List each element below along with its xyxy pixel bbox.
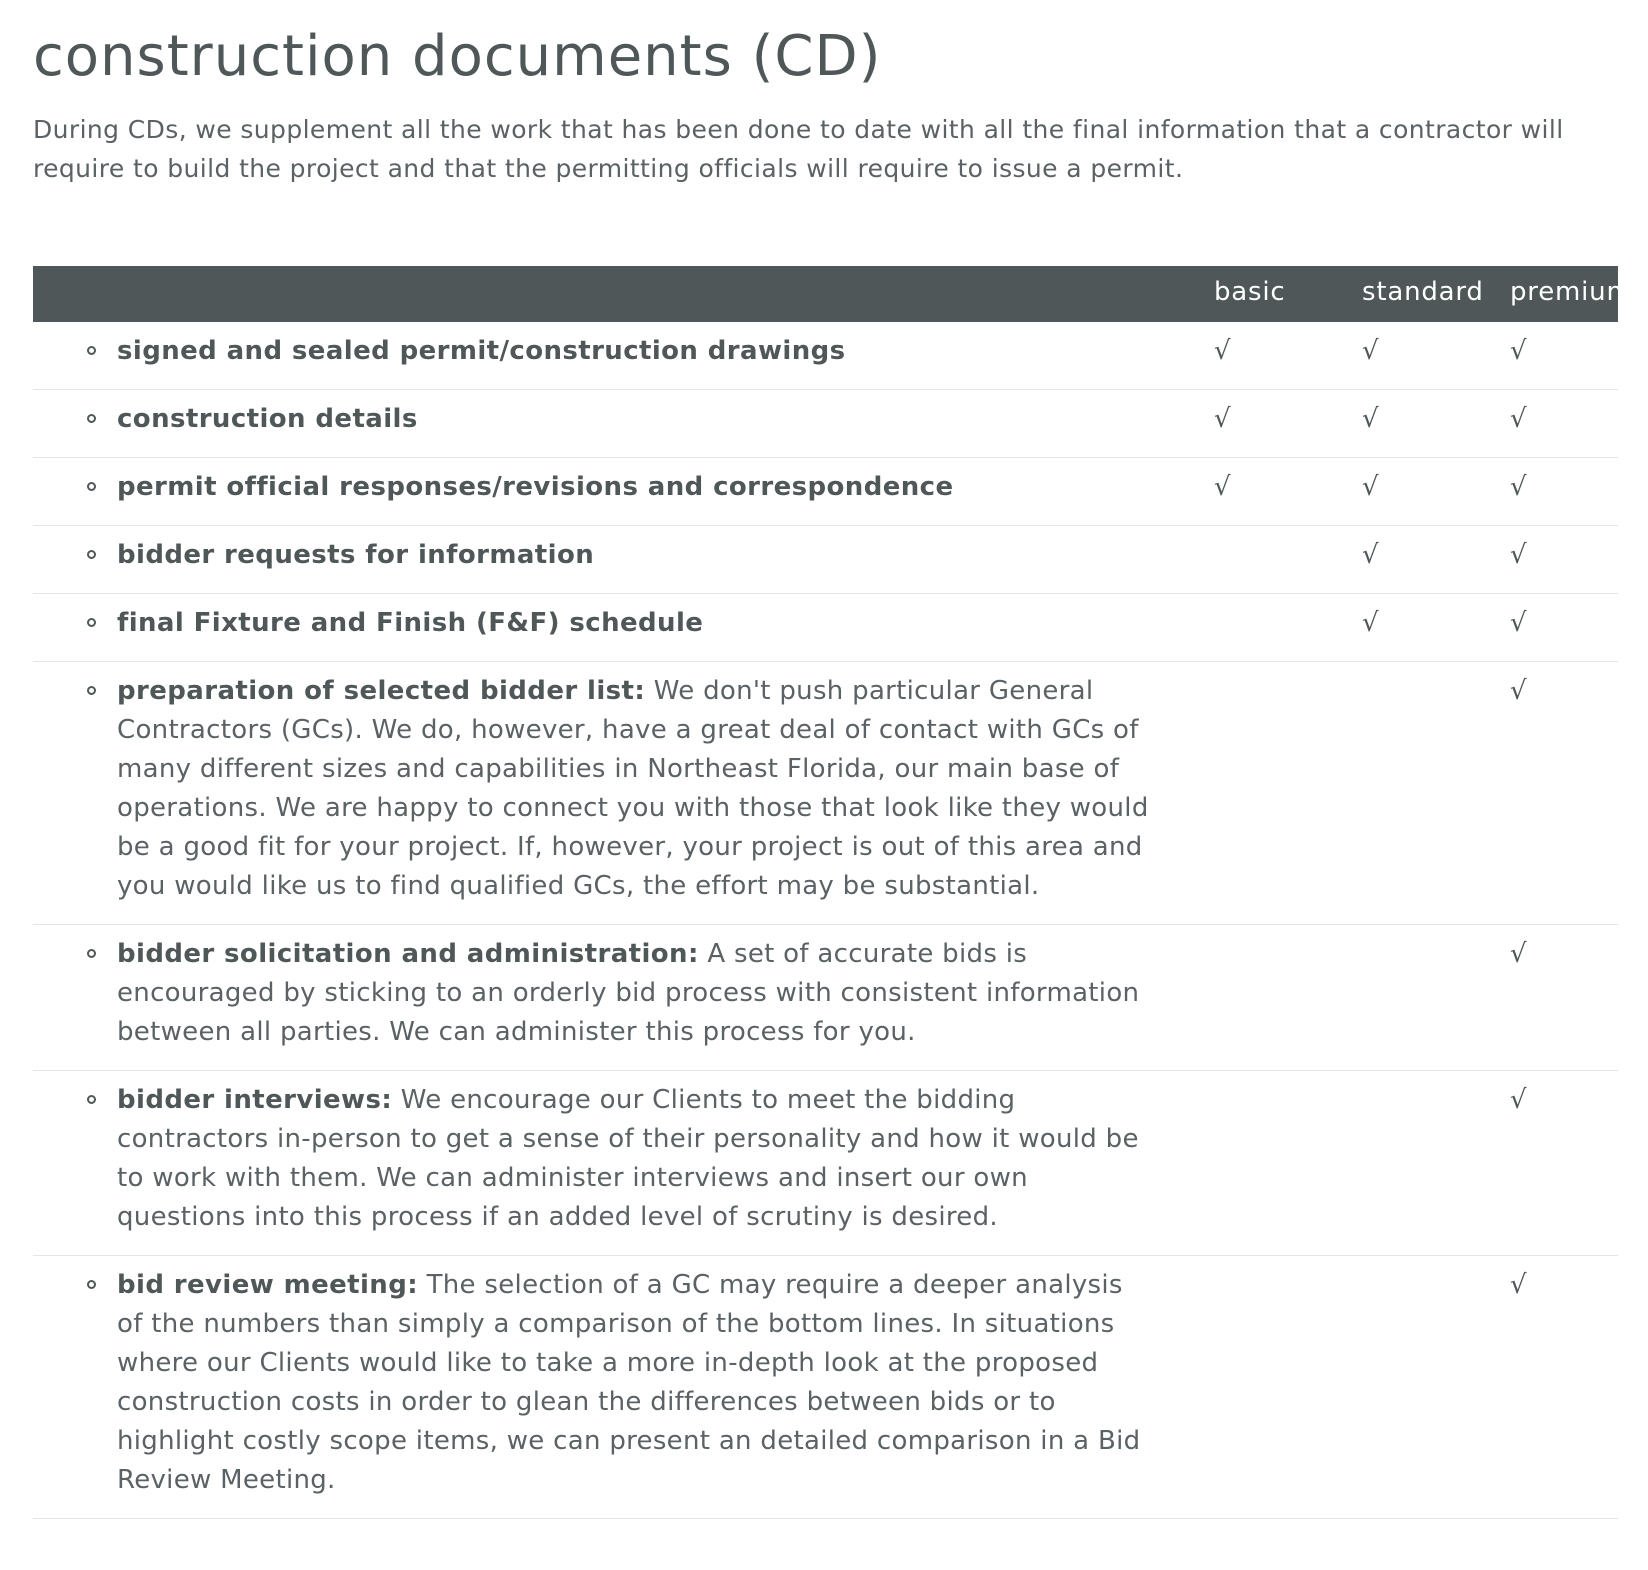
check-premium: √ — [1476, 1071, 1618, 1256]
table-body — [33, 322, 1618, 1519]
table-row — [33, 662, 1618, 925]
feature-name: signed and sealed permit/construction drawings — [117, 336, 846, 366]
check-standard: √ — [1328, 526, 1476, 594]
check-premium: √ — [1476, 458, 1618, 526]
table-header — [33, 266, 1633, 322]
check-standard: √ — [1328, 390, 1476, 458]
table-row — [33, 594, 1618, 662]
header-premium: premium — [1510, 277, 1633, 307]
feature-name: bid review meeting: — [117, 1270, 419, 1300]
table-row — [33, 1071, 1618, 1256]
feature-description: A set of accurate bids is encouraged by sticking to an orderly bid process with consistent information between all parties. We can administer this process for you. — [117, 939, 1140, 1047]
feature-description: We encourage our Clients to meet the bidding contractors in-person to get a sense of their personality and how it would be to work with them. We can administer interviews and insert our own questions into this process if an added level of scrutiny is desired. — [117, 1085, 1139, 1232]
check-basic — [1180, 1256, 1328, 1519]
page-title: construction documents (CD) — [33, 24, 882, 89]
check-standard: √ — [1328, 458, 1476, 526]
check-premium: √ — [1476, 1256, 1618, 1519]
header-basic: basic — [1214, 277, 1286, 307]
bullet-icon — [87, 482, 96, 491]
table-header-row — [33, 266, 1618, 322]
feature-name: bidder requests for information — [117, 540, 595, 570]
check-standard: √ — [1328, 594, 1476, 662]
check-premium: √ — [1476, 925, 1618, 1071]
check-basic — [1180, 526, 1328, 594]
header-standard: standard — [1362, 277, 1484, 307]
table-row — [33, 925, 1618, 1071]
intro-paragraph: During CDs, we supplement all the work that has been done to date with all the final information that a contractor will require to build the project and that the permitting officials will require to issue a permit. — [33, 115, 1564, 183]
check-premium: √ — [1476, 322, 1618, 390]
feature-name: bidder solicitation and administration: — [117, 939, 699, 969]
header-feature — [33, 266, 1180, 322]
bullet-icon — [87, 1280, 96, 1289]
bullet-icon — [87, 618, 96, 627]
check-standard — [1328, 662, 1476, 925]
feature-name: permit official responses/revisions and correspondence — [117, 472, 954, 502]
feature-cell — [33, 322, 1180, 390]
bullet-icon — [87, 1095, 96, 1104]
check-basic — [1180, 594, 1328, 662]
service-comparison-table — [33, 266, 1633, 1519]
check-basic — [1180, 662, 1328, 925]
table-row — [33, 322, 1618, 390]
feature-name: preparation of selected bidder list: — [117, 676, 646, 706]
check-basic: √ — [1180, 322, 1328, 390]
feature-cell — [33, 1256, 1180, 1519]
feature-cell — [33, 662, 1180, 925]
feature-description: The selection of a GC may require a deeper analysis of the numbers than simply a comparison of the bottom lines. In situations where our Clients would like to take a more in-depth look at the proposed construction costs in order to glean the differences between bids or to highlight costly scope items, we can present an detailed comparison in a Bid Review Meeting. — [117, 1270, 1141, 1495]
feature-cell — [33, 390, 1180, 458]
feature-name: final Fixture and Finish (F&F) schedule — [117, 608, 704, 638]
feature-cell — [33, 925, 1180, 1071]
bullet-icon — [87, 414, 96, 423]
bullet-icon — [87, 550, 96, 559]
check-basic: √ — [1180, 458, 1328, 526]
check-standard — [1328, 1256, 1476, 1519]
check-basic — [1180, 1071, 1328, 1256]
check-premium: √ — [1476, 594, 1618, 662]
bullet-icon — [87, 686, 96, 695]
table-row — [33, 526, 1618, 594]
check-basic: √ — [1180, 390, 1328, 458]
feature-cell — [33, 458, 1180, 526]
check-premium: √ — [1476, 390, 1618, 458]
check-standard — [1328, 1071, 1476, 1256]
check-premium: √ — [1476, 526, 1618, 594]
check-standard: √ — [1328, 322, 1476, 390]
check-standard — [1328, 925, 1476, 1071]
feature-name: bidder interviews: — [117, 1085, 393, 1115]
bullet-icon — [87, 346, 96, 355]
table-row — [33, 1256, 1618, 1519]
bullet-icon — [87, 949, 96, 958]
feature-cell — [33, 594, 1180, 662]
table-row — [33, 390, 1618, 458]
check-premium: √ — [1476, 662, 1618, 925]
feature-name: construction details — [117, 404, 418, 434]
table-row — [33, 458, 1618, 526]
feature-cell — [33, 1071, 1180, 1256]
feature-description: We don't push particular General Contractors (GCs). We do, however, have a great deal of contact with GCs of many different sizes and capabilities in Northeast Florida, our main base of operations. We are happy to connect you with those that look like they would be a good fit for your project. If, however, your project is out of this area and you would like us to find qualified GCs, the effort may be substantial. — [117, 676, 1149, 901]
feature-cell — [33, 526, 1180, 594]
check-basic — [1180, 925, 1328, 1071]
